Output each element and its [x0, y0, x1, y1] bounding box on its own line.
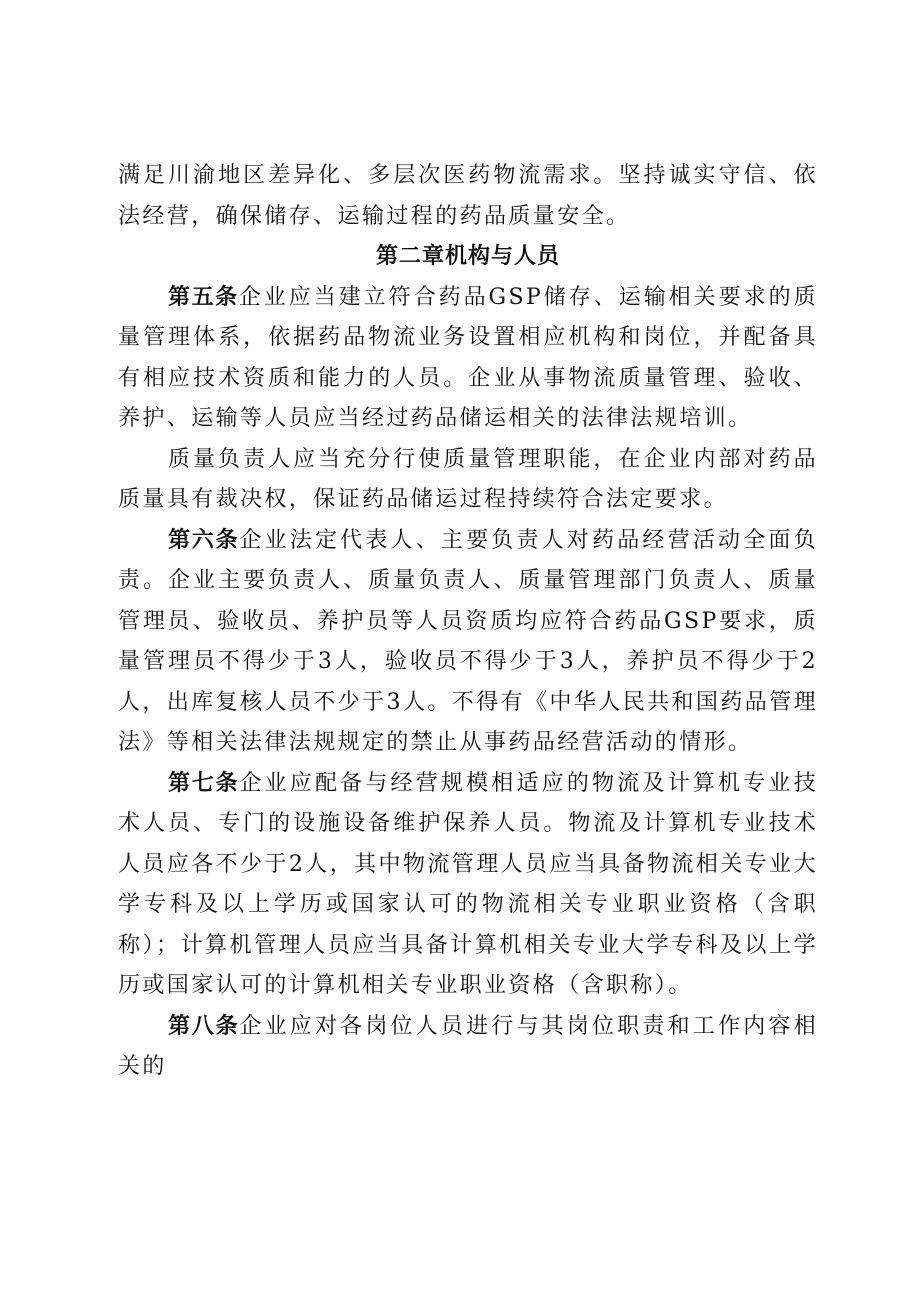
article-8 [118, 1007, 818, 1088]
document-body [118, 156, 818, 1088]
article-6-label: 第六条 [168, 527, 240, 553]
paragraph-quality-lead: 质量负责人应当充分行使质量管理职能，在企业内部对药品质量具有裁决权，保证药品储运过程持续符合法定要求。 [118, 446, 818, 512]
article-5 [118, 278, 818, 440]
chapter-heading: 第二章机构与人员 [375, 244, 560, 269]
article-6 [118, 521, 818, 764]
article-6-text: 企业法定代表人、主要负责人对药品经营活动全面负责。企业主要负责人、质量负责人、质量管理部门负责人、质量管理员、验收员、养护员等人员资质均应符合药品GSP要求，质量管理员不得少于3人，验收员不得少于3人，养护员不得少于2人，出库复核人员不少于3人。不得有《中华人民共和国药品管理法》等相关法律法规规定的禁止从事药品经营活动的情形。 [118, 527, 818, 755]
paragraph-continuation: 满足川渝地区差异化、多层次医药物流需求。坚持诚实守信、依法经营，确保储存、运输过程的药品质量安全。 [118, 163, 818, 229]
article-7 [118, 764, 818, 1007]
article-5-label: 第五条 [168, 284, 239, 310]
article-7-label: 第七条 [168, 770, 240, 796]
article-7-text: 企业应配备与经营规模相适应的物流及计算机专业技术人员、专门的设施设备维护保养人员。物流及计算机专业技术人员应各不少于2人，其中物流管理人员应当具备物流相关专业大学专科及以上学历或国家认可的物流相关专业职业资格（含职称）；计算机管理人员应当具备计算机相关专业大学专科及以上学历或国家认可的计算机相关专业职业资格（含职称）。 [118, 770, 818, 998]
article-8-label: 第八条 [168, 1013, 240, 1039]
article-5-text: 企业应当建立符合药品GSP储存、运输相关要求的质量管理体系，依据药品物流业务设置相应机构和岗位，并配备具有相应技术资质和能力的人员。企业从事物流质量管理、验收、养护、运输等人员应当经过药品储运相关的法律法规培训。 [118, 284, 818, 431]
article-8-text: 企业应对各岗位人员进行与其岗位职责和工作内容相关的 [118, 1013, 818, 1079]
